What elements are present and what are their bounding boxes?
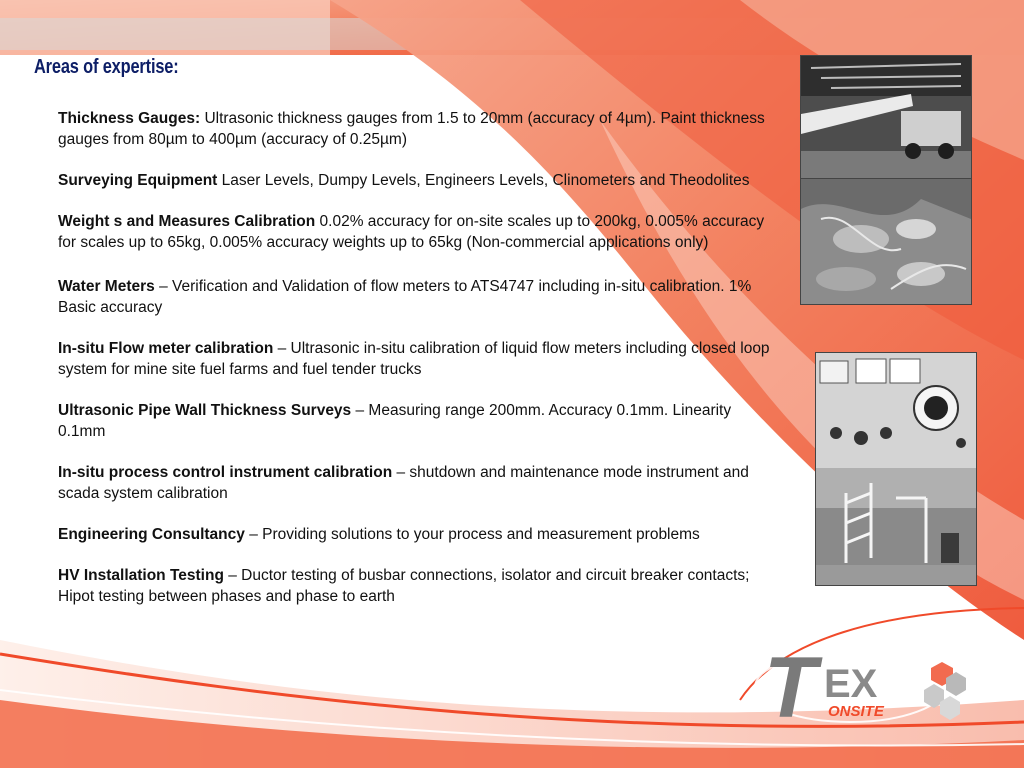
list-item — [58, 462, 778, 504]
logo-main-text: EX — [824, 662, 878, 706]
crane-photo — [800, 55, 972, 180]
item-text: – Providing solutions to your process and measurement problems — [244, 526, 700, 543]
logo-sub-text: ONSITE — [828, 703, 884, 720]
item-text: Ultrasonic thickness gauges from 1.5 to 20mm (accuracy of 4µm). Paint thickness gauges from 80µm to 400µm (accuracy of 0.25µm) — [58, 110, 765, 148]
list-item — [58, 211, 778, 253]
list-item — [58, 108, 778, 150]
page-title: Areas of expertise: — [34, 56, 179, 78]
item-text: 0.02% accuracy for on-site scales up to 200kg, 0.005% accuracy for scales up to 65kg, 0.005% accuracy weights up to 65kg (Non-commercial applications only) — [58, 213, 765, 251]
item-title: In-situ Flow meter calibration — [58, 340, 274, 357]
item-title: Surveying Equipment — [58, 172, 218, 189]
item-text: – shutdown and maintenance mode instrument and scada system calibration — [58, 464, 749, 502]
item-text: – Measuring range 200mm. Accuracy 0.1mm. Linearity 0.1mm — [58, 402, 732, 440]
list-item — [58, 565, 778, 607]
item-title: Engineering Consultancy — [58, 526, 245, 543]
company-logo — [750, 632, 980, 737]
item-text: – Verification and Validation of flow meters to ATS4747 including in-situ calibration. 1% Basic accuracy — [58, 278, 752, 316]
item-title: HV Installation Testing — [58, 567, 224, 584]
item-title: Ultrasonic Pipe Wall Thickness Surveys — [58, 402, 352, 419]
expertise-list — [58, 108, 778, 627]
item-title: Thickness Gauges: — [58, 110, 201, 127]
item-title: Weight s and Measures Calibration — [58, 213, 316, 230]
list-item — [58, 276, 778, 318]
item-text: – Ultrasonic in-situ calibration of liquid flow meters including closed loop system for mine site fuel farms and fuel tender trucks — [58, 340, 770, 378]
gauge-photo — [800, 178, 972, 305]
list-item — [58, 170, 778, 191]
item-title: Water Meters — [58, 278, 155, 295]
instrument-panel-photo — [815, 352, 977, 586]
logo-letter: T — [764, 640, 817, 732]
list-item — [58, 338, 778, 380]
item-text: – Ductor testing of busbar connections, isolator and circuit breaker contacts; Hipot testing between phases and phase to earth — [58, 567, 750, 605]
item-title: In-situ process control instrument calibration — [58, 464, 393, 481]
list-item — [58, 400, 778, 442]
list-item — [58, 524, 778, 545]
item-text: Laser Levels, Dumpy Levels, Engineers Levels, Clinometers and Theodolites — [217, 172, 750, 189]
